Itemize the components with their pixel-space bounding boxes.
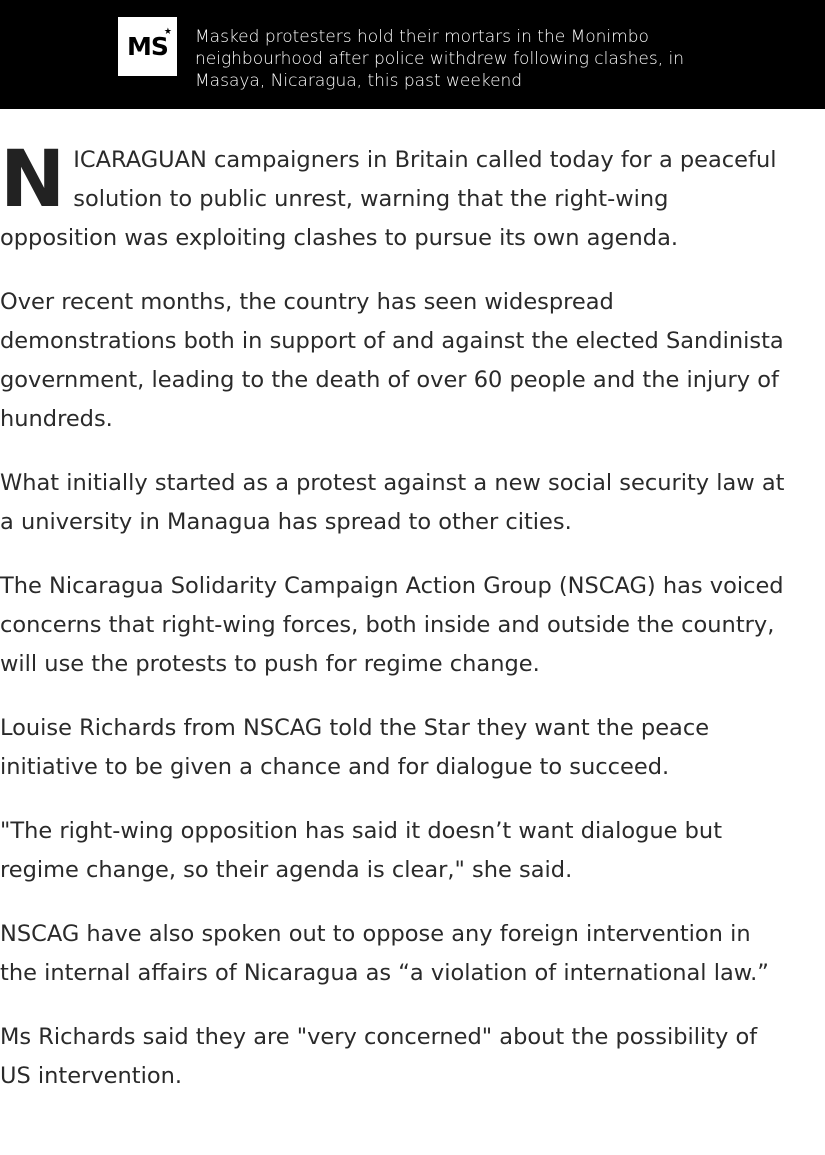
drop-cap: N: [0, 135, 64, 225]
logo-star-icon: ★: [163, 27, 171, 37]
lead-paragraph: [0, 135, 790, 258]
paragraph: The Nicaragua Solidarity Campaign Action Group (NSCAG) has voiced concerns that right-wing forces, both inside and outside the country, will use the protests to push for regime change.: [0, 573, 784, 677]
paragraph: Ms Richards said they are "very concerned" about the possibility of US intervention.: [0, 1024, 758, 1089]
lead-text: ICARAGUAN campaigners in Britain called today for a peaceful solution to public unrest, warning that the right-wing opposition was exploiting clashes to pursue its own agenda.: [0, 147, 777, 251]
logo-text: MS: [127, 32, 168, 61]
paragraph: What initially started as a protest against a new social security law at a university in Managua has spread to other cities.: [0, 470, 785, 535]
paragraph: Louise Richards from NSCAG told the Star they want the peace initiative to be given a chance and for dialogue to succeed.: [0, 715, 710, 780]
article-body: [0, 135, 790, 1121]
photo-caption-bar: [0, 0, 825, 109]
paragraph: NSCAG have also spoken out to oppose any foreign intervention in the internal affairs of Nicaragua as “a violation of international law.”: [0, 921, 769, 986]
paragraph: "The right-wing opposition has said it doesn’t want dialogue but regime change, so their agenda is clear," she said.: [0, 818, 723, 883]
paragraph: Over recent months, the country has seen widespread demonstrations both in support of and against the elected Sandinista government, leading to the death of over 60 people and the injury of hundreds.: [0, 289, 784, 432]
morning-star-logo: [118, 17, 177, 76]
photo-caption: Masked protesters hold their mortars in the Monimbo neighbourhood after police withdrew following clashes, in Masaya, Nicaragua, this past weekend: [195, 27, 685, 91]
